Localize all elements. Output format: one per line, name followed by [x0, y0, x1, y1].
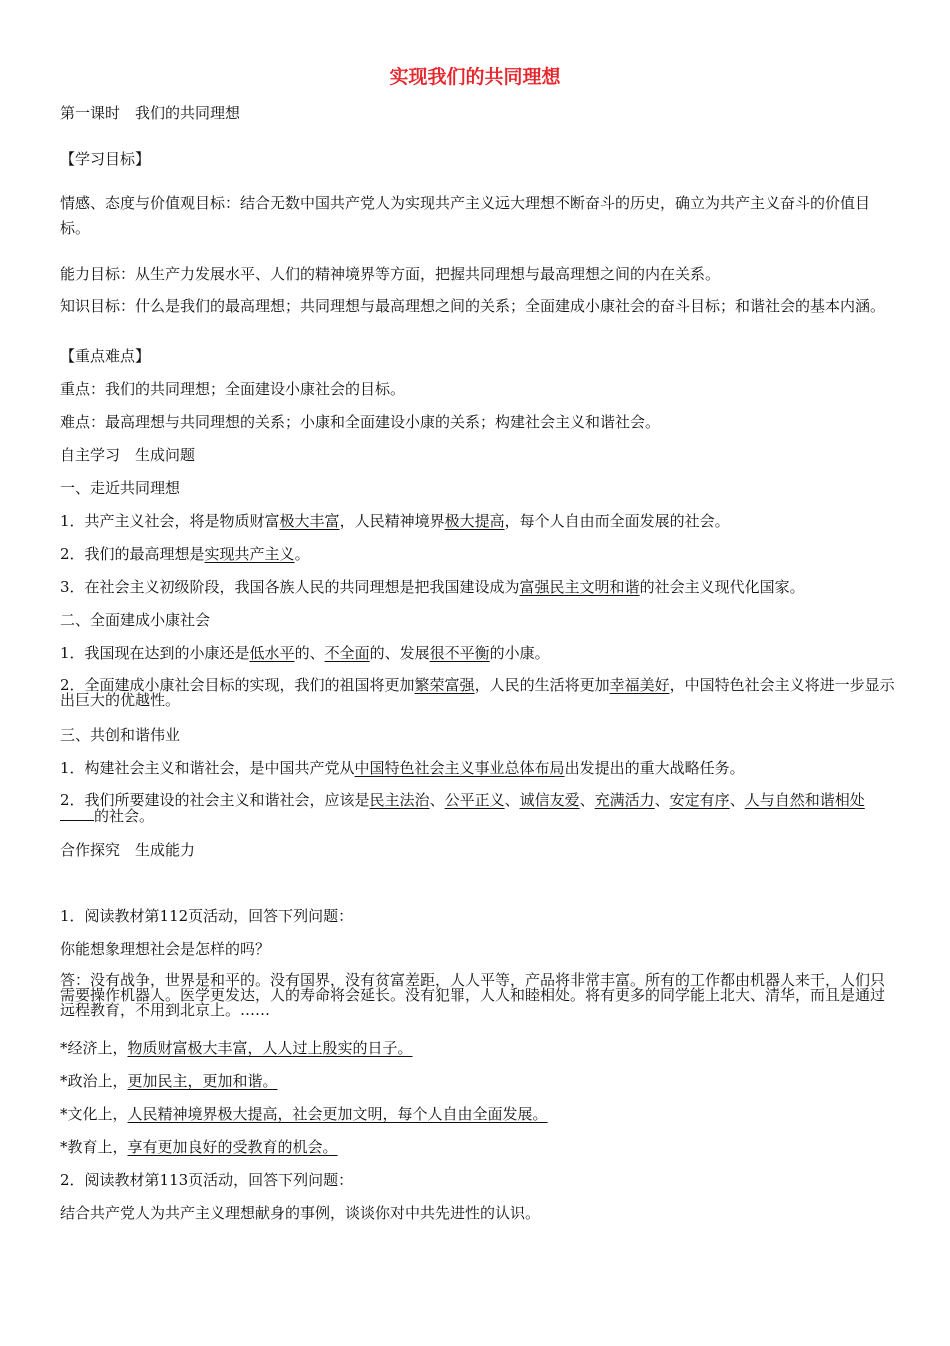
text: 的小康。: [489, 644, 550, 662]
section-1-heading: 一、走近共同理想: [60, 479, 181, 497]
answer-underline: 实现共产主义: [204, 545, 295, 563]
text: 的社会主义现代化国家。: [639, 578, 805, 596]
answer-underline: 充满活力: [594, 791, 655, 809]
answer-underline: 公平正义: [444, 791, 505, 809]
answer-underline: 低水平: [249, 644, 295, 662]
answer-underline: 中国特色社会主义事业总体布局: [354, 759, 565, 777]
text: 3．在社会主义初级阶段，我国各族人民的共同理想是把我国建设成为: [60, 578, 520, 596]
answer-underline: 幸福美好: [609, 676, 670, 694]
text: 、: [654, 791, 670, 809]
text: 出发提出的重大战略任务。: [564, 759, 745, 777]
text: 、: [504, 791, 520, 809]
section-1-item-1: [60, 512, 895, 531]
section-1-item-2: [60, 545, 895, 564]
text: 的、: [294, 644, 325, 662]
text: 。: [294, 545, 310, 563]
answer-politics: [60, 1072, 895, 1091]
cooperation-heading: 合作探究 生成能力: [60, 841, 196, 859]
section-2-item-1: [60, 644, 895, 663]
text: 的社会。: [94, 807, 155, 825]
answer-underline: 享有更加良好的受教育的机会。: [127, 1138, 338, 1156]
answer-underline: 繁荣富强: [414, 676, 475, 694]
text: 1．共产主义社会，将是物质财富: [60, 512, 280, 530]
answer-underline: 极大丰富: [279, 512, 340, 530]
answer-underline: 富强民主文明和谐: [519, 578, 640, 596]
key-point: 重点：我们的共同理想；全面建设小康社会的目标。: [60, 380, 406, 398]
text: 、: [429, 791, 445, 809]
text: ，人民精神境界: [339, 512, 445, 530]
section-3-item-1: [60, 759, 895, 778]
document-title: 实现我们的共同理想: [389, 66, 561, 88]
label: *教育上，: [60, 1138, 128, 1156]
text: 的、发展: [369, 644, 430, 662]
difficult-point: 难点：最高理想与共同理想的关系；小康和全面建设小康的关系；构建社会主义和谐社会。: [60, 413, 661, 431]
answer-underline: 人与自然和谐相处: [744, 791, 865, 809]
section-3-item-2: [60, 793, 895, 824]
activity-1-question: 你能想象理想社会是怎样的吗？: [60, 940, 271, 958]
text: ，中国特色社会主义将进一步显示出巨大的优越性。: [60, 676, 895, 709]
objective-knowledge: 知识目标：什么是我们的最高理想；共同理想与最高理想之间的关系；全面建成小康社会的奋斗目标；和谐社会的基本内涵。: [60, 297, 886, 315]
text: 1．构建社会主义和谐社会，是中国共产党从: [60, 759, 355, 777]
label: *文化上，: [60, 1105, 128, 1123]
label: *经济上，: [60, 1039, 128, 1057]
answer-education: [60, 1138, 895, 1157]
answer-underline: 不全面: [324, 644, 370, 662]
label: *政治上，: [60, 1072, 128, 1090]
answer-culture: [60, 1105, 895, 1124]
activity-2-heading: 2．阅读教材第113页活动，回答下列问题：: [60, 1171, 354, 1189]
section-1-item-3: [60, 578, 895, 597]
text: 1．我国现在达到的小康还是: [60, 644, 250, 662]
section-2-heading: 二、全面建成小康社会: [60, 611, 211, 629]
section-2-item-2: [60, 678, 895, 708]
activity-1-answer: 答：没有战争，世界是和平的。没有国界，没有贫富差距，人人平等，产品将非常丰富。所有的工作都由机器人来干，人们只需要操作机器人。医学更发达，人的寿命将会延长。没有犯罪，人人和睦相处。将有更多的同学能上北大、清华，而且是通过远程教育，不用到北京上。……: [60, 971, 886, 1019]
answer-underline: 安定有序: [669, 791, 730, 809]
text: ，每个人自由而全面发展的社会。: [504, 512, 730, 530]
text: 、: [729, 791, 745, 809]
answer-underline: 很不平衡: [429, 644, 490, 662]
answer-underline: 极大提高: [444, 512, 505, 530]
answer-underline: 人民精神境界极大提高，社会更加文明，每个人自由全面发展。: [127, 1105, 548, 1123]
answer-underline: 物质财富极大丰富，人人过上殷实的日子。: [127, 1039, 413, 1057]
objective-ability: 能力目标：从生产力发展水平、人们的精神境界等方面，把握共同理想与最高理想之间的内在关系。: [60, 265, 721, 283]
objectives-header: 【学习目标】: [60, 150, 151, 168]
text: 2．我们的最高理想是: [60, 545, 205, 563]
activity-1-heading: 1．阅读教材第112页活动，回答下列问题：: [60, 907, 354, 925]
text: 2．我们所要建设的社会主义和谐社会，应该是: [60, 791, 370, 809]
answer-underline: 更加民主，更加和谐。: [127, 1072, 278, 1090]
activity-2-question: 结合共产党人为共产主义理想献身的事例，谈谈你对中共先进性的认识。: [60, 1204, 541, 1222]
answer-underline: 诚信友爱: [519, 791, 580, 809]
lesson-title: 第一课时 我们的共同理想: [60, 104, 241, 122]
text: 2．全面建成小康社会目标的实现，我们的祖国将更加: [60, 676, 415, 694]
text: 、: [579, 791, 595, 809]
answer-economy: [60, 1039, 895, 1058]
section-3-heading: 三、共创和谐伟业: [60, 726, 181, 744]
answer-underline: 民主法治: [369, 791, 430, 809]
objective-emotion: 情感、态度与价值观目标：结合无数中国共产党人为实现共产主义远大理想不断奋斗的历史，确立为共产主义奋斗的价值目标。: [60, 194, 871, 237]
text: ，人民的生活将更加: [474, 676, 610, 694]
answer-blank: [60, 808, 94, 821]
self-study-heading: 自主学习 生成问题: [60, 446, 196, 464]
keypoints-header: 【重点难点】: [60, 347, 151, 365]
